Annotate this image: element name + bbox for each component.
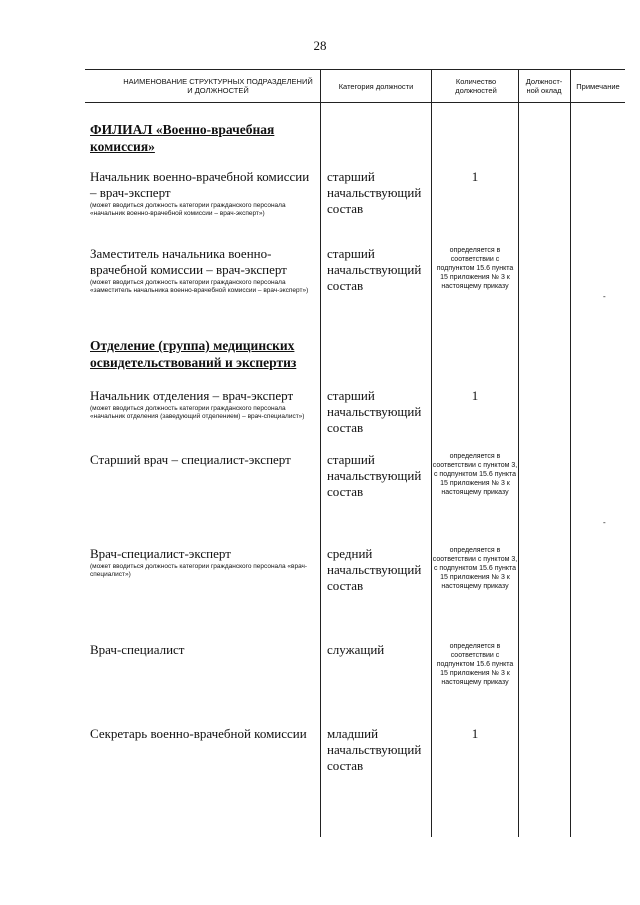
position-count: определяется в соответствии с пунктом 3, с подпунктом 15.6 пункта 15 приложения № 3 к настоящему приказу bbox=[432, 453, 518, 496]
position-note: (может вводиться должность категории гражданского персонала «начальник отделения (заведующий отделением) – врач-специалист») bbox=[90, 405, 305, 420]
table-row bbox=[90, 246, 318, 295]
table-row bbox=[90, 169, 318, 218]
header-count-column: Количество должностей bbox=[455, 77, 497, 95]
column-divider bbox=[570, 69, 571, 837]
section-title-branch: ФИЛИАЛ «Военно-врачебная комиссия» bbox=[90, 122, 275, 154]
position-category: старший начальствующий состав bbox=[327, 452, 422, 499]
position-category: младший начальствующий состав bbox=[327, 726, 422, 773]
table-row bbox=[90, 546, 318, 579]
position-title: Секретарь военно-врачебной комиссии bbox=[90, 726, 307, 741]
header-name-column: НАИМЕНОВАНИЕ СТРУКТУРНЫХ ПОДРАЗДЕЛЕНИЙ И ДОЛЖНОСТЕЙ bbox=[123, 77, 313, 95]
header-bottom-border bbox=[85, 102, 625, 103]
table-row bbox=[90, 452, 318, 468]
position-count: 1 bbox=[471, 388, 479, 403]
position-note: (может вводиться должность категории гражданского персонала «врач-специалист») bbox=[90, 563, 308, 578]
column-divider bbox=[518, 69, 519, 837]
position-title: Начальник отделения – врач-эксперт bbox=[90, 388, 294, 403]
table-row bbox=[90, 726, 318, 742]
position-category: служащий bbox=[327, 642, 385, 657]
margin-mark: - bbox=[603, 292, 606, 301]
position-category: старший начальствующий состав bbox=[327, 388, 422, 435]
position-count: 1 bbox=[471, 726, 479, 741]
header-salary-column: Должност-ной оклад bbox=[525, 77, 563, 95]
header-note-column: Примечание bbox=[576, 81, 620, 91]
position-count: определяется в соответствии с пунктом 3, с подпунктом 15.6 пункта 15 приложения № 3 к настоящему приказу bbox=[432, 547, 518, 590]
position-count: определяется в соответствии с подпунктом 15.6 пункта 15 приложения № 3 к настоящему приказу bbox=[436, 643, 514, 686]
position-title: Врач-специалист bbox=[90, 642, 185, 657]
column-divider bbox=[320, 69, 321, 837]
table-row bbox=[90, 642, 318, 658]
position-note: (может вводиться должность категории гражданского персонала «заместитель начальника военно-врачебной комиссии – врач-эксперт») bbox=[90, 279, 309, 294]
position-title: Врач-специалист-эксперт bbox=[90, 546, 231, 561]
position-note: (может вводиться должность категории гражданского персонала «начальник военно-врачебной комиссии – врач-эксперт») bbox=[90, 202, 286, 217]
position-title: Начальник военно-врачебной комиссии – врач-эксперт bbox=[90, 169, 310, 200]
header-category-column: Категория должности bbox=[338, 81, 414, 91]
position-count: 1 bbox=[471, 169, 479, 184]
position-title: Заместитель начальника военно-врачебной комиссии – врач-эксперт bbox=[90, 246, 287, 277]
position-category: старший начальствующий состав bbox=[327, 169, 422, 216]
section-title-department: Отделение (группа) медицинских освидетельствований и экспертиз bbox=[90, 338, 297, 370]
table-row bbox=[90, 388, 318, 421]
margin-mark: - bbox=[603, 518, 606, 527]
position-category: средний начальствующий состав bbox=[327, 546, 422, 593]
position-count: определяется в соответствии с подпунктом 15.6 пункта 15 приложения № 3 к настоящему приказу bbox=[436, 247, 514, 290]
position-title: Старший врач – специалист-эксперт bbox=[90, 452, 291, 467]
position-category: старший начальствующий состав bbox=[327, 246, 422, 293]
page-number: 28 bbox=[313, 38, 327, 53]
